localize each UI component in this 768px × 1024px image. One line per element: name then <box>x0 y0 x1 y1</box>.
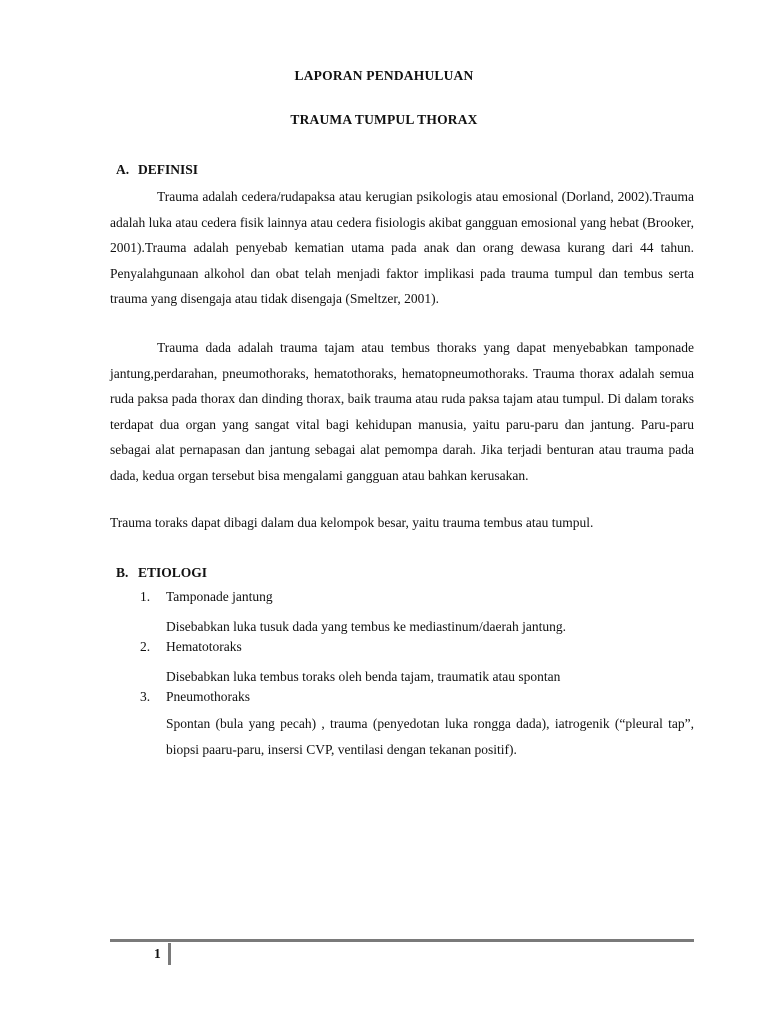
etiologi-item-3-title: Pneumothoraks <box>166 689 250 704</box>
section-a-label: A. <box>116 162 130 177</box>
document-title: LAPORAN PENDAHULUAN <box>294 68 474 83</box>
etiologi-item-1-body: Disebabkan luka tusuk dada yang tembus ke mediastinum/daerah jantung. <box>166 619 567 634</box>
document-subtitle: TRAUMA TUMPUL THORAX <box>290 112 478 127</box>
definisi-paragraph-2: Trauma dada adalah trauma tajam atau tembus thoraks yang dapat menyebabkan tamponade jantung,perdarahan, pneumothoraks, hematothoraks, hematopneumothoraks. Trauma thorax adalah semua ruda paksa pada thorax dan dinding thorax, baik trauma atau ruda paksa tajam atau tumpul. Di dalam toraks terdapat dua organ yang sangat vital bagi kehidupan manusia, yaitu paru-paru dan jantung. Paru-paru sebagai alat pernapasan dan jantung sebagai alat pemompa darah. Jika terjadi benturan atau trauma pada dada, kedua organ tersebut bisa mengalami gangguan atau bahkan kerusakan. <box>110 340 694 483</box>
section-b-heading <box>116 565 207 581</box>
page-number-divider <box>168 943 171 965</box>
section-b-title: ETIOLOGI <box>138 565 208 580</box>
etiologi-item-3-number: 3. <box>140 689 151 704</box>
etiologi-item-1-number: 1. <box>140 589 151 604</box>
etiologi-item-2-body: Disebabkan luka tembus toraks oleh benda tajam, traumatik atau spontan <box>166 669 561 684</box>
page-number: 1 <box>154 946 161 961</box>
etiologi-item-3-body: Spontan (bula yang pecah) , trauma (penyedotan luka rongga dada), iatrogenik (“pleural tap”, biopsi paaru-paru, insersi CVP, ventilasi dengan tekanan positif). <box>166 716 694 757</box>
etiologi-item-2-title: Hematotoraks <box>166 639 242 654</box>
etiologi-item-1-title: Tamponade jantung <box>166 589 273 604</box>
etiologi-item-2-number: 2. <box>140 639 151 654</box>
section-a-title: DEFINISI <box>138 162 199 177</box>
section-a-heading <box>116 162 198 178</box>
definisi-paragraph-1: Trauma adalah cedera/rudapaksa atau kerugian psikologis atau emosional (Dorland, 2002).Trauma adalah luka atau cedera fisik lainnya atau cedera fisiologis akibat gangguan emosional yang hebat (Brooker, 2001).Trauma adalah penyebab kematian utama pada anak dan orang dewasa kurang dari 44 tahun. Penyalahgunaan alkohol dan obat telah menjadi faktor implikasi pada trauma tumpul dan tembus serta trauma yang disengaja atau tidak disengaja (Smeltzer, 2001). <box>110 189 694 306</box>
definisi-paragraph-3: Trauma toraks dapat dibagi dalam dua kelompok besar, yaitu trauma tembus atau tumpul. <box>110 515 594 530</box>
footer-divider <box>110 939 694 942</box>
section-b-label: B. <box>116 565 129 580</box>
